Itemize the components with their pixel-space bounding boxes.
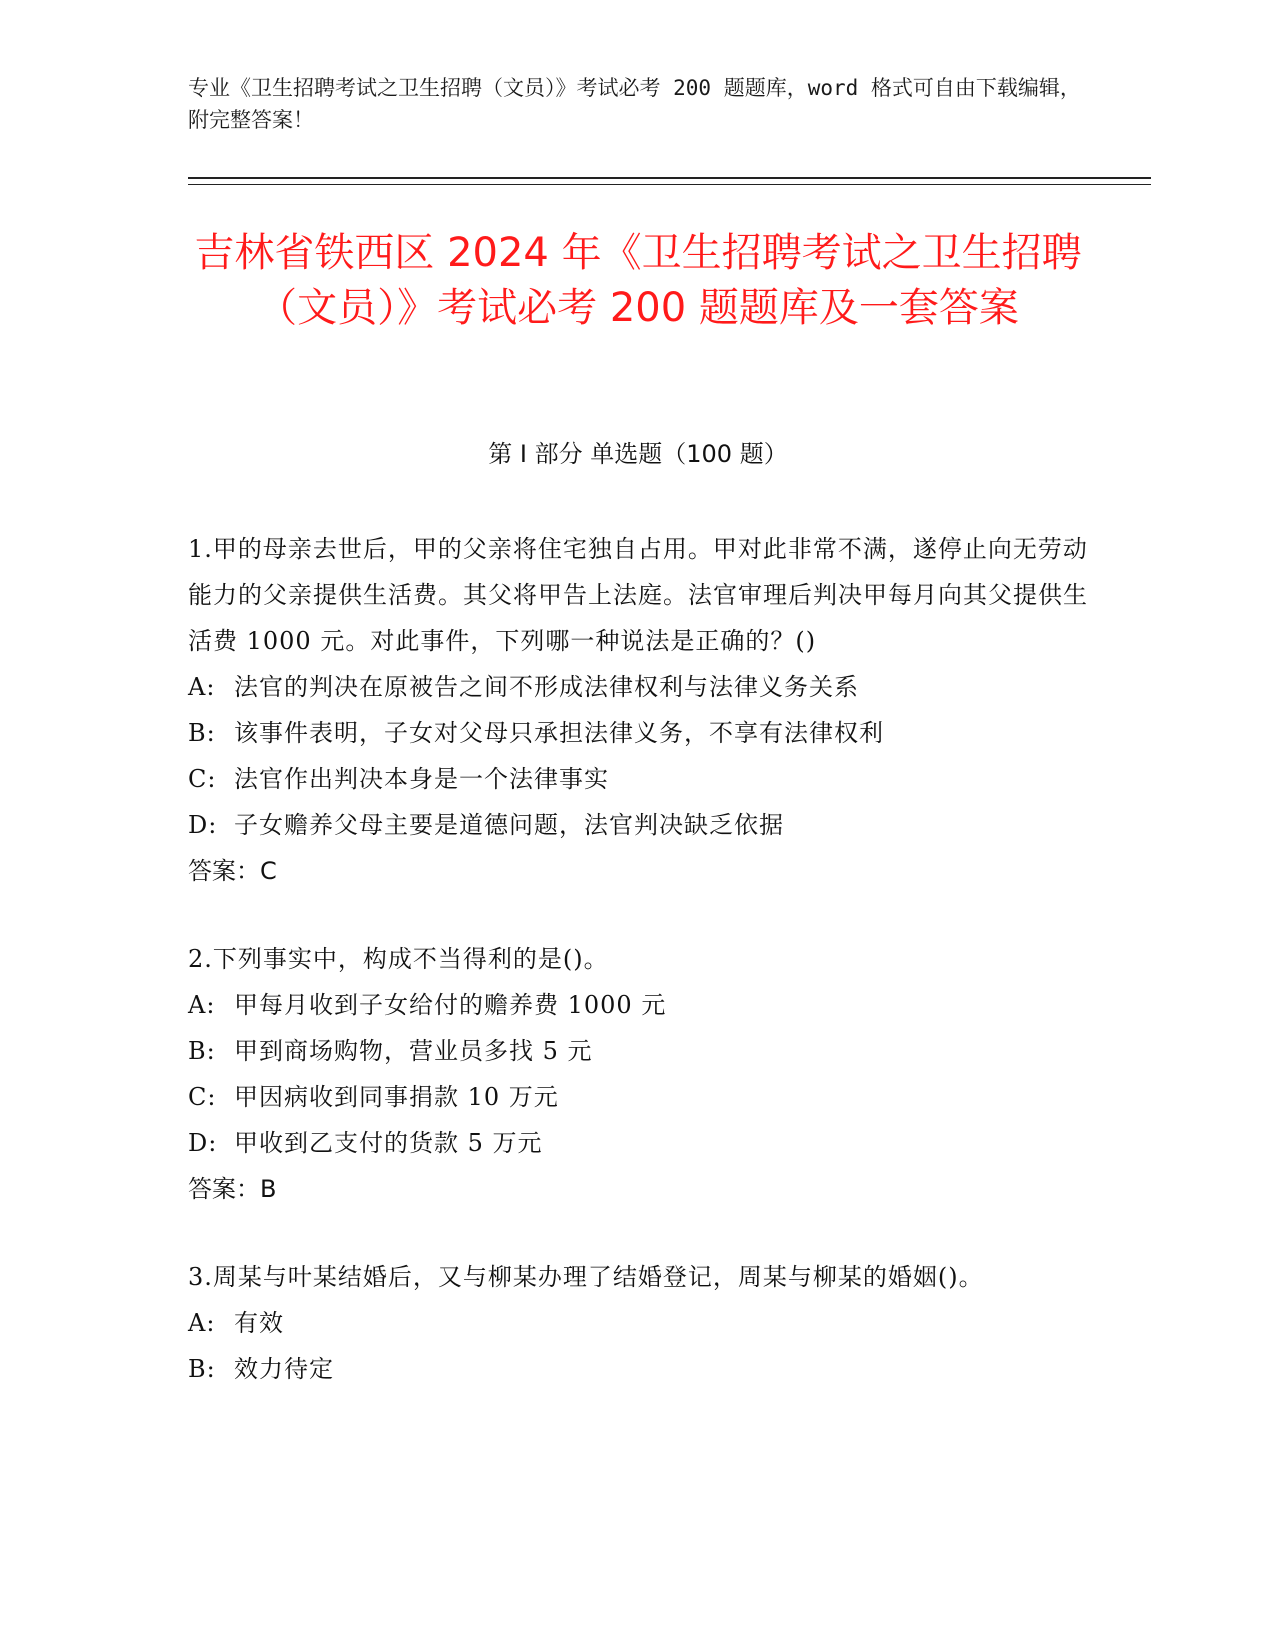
option-b bbox=[188, 1028, 1088, 1074]
option-label: B: bbox=[188, 1355, 216, 1383]
question-3 bbox=[188, 1254, 1088, 1392]
option-text: 法官的判决在原被告之间不形成法律权利与法律义务关系 bbox=[234, 673, 859, 701]
option-b bbox=[188, 1346, 1088, 1392]
section-title: 第 I 部分 单选题（100 题） bbox=[488, 440, 788, 468]
question-stem: 3.周某与叶某结婚后，又与柳某办理了结婚登记，周某与柳某的婚姻()。 bbox=[188, 1263, 984, 1291]
option-text: 甲因病收到同事捐款 10 万元 bbox=[234, 1083, 559, 1111]
option-label: C: bbox=[188, 765, 217, 793]
option-label: A: bbox=[188, 1309, 216, 1337]
option-label: A: bbox=[188, 673, 216, 701]
option-text: 甲每月收到子女给付的赡养费 1000 元 bbox=[234, 991, 667, 1019]
option-label: B: bbox=[188, 719, 216, 747]
option-text: 子女赡养父母主要是道德问题，法官判决缺乏依据 bbox=[234, 811, 784, 839]
option-label: D: bbox=[188, 811, 218, 839]
option-a bbox=[188, 1300, 1088, 1346]
header-divider bbox=[188, 177, 1151, 179]
answer-line: 答案：C bbox=[188, 857, 277, 885]
header-divider-thin bbox=[188, 184, 1151, 185]
option-text: 效力待定 bbox=[234, 1355, 334, 1383]
answer-line: 答案：B bbox=[188, 1175, 277, 1203]
option-label: A: bbox=[188, 991, 216, 1019]
question-stem: 2.下列事实中，构成不当得利的是()。 bbox=[188, 945, 609, 973]
option-d bbox=[188, 1120, 1088, 1166]
option-text: 有效 bbox=[234, 1309, 284, 1337]
question-stem: 1.甲的母亲去世后，甲的父亲将住宅独自占用。甲对此非常不满，遂停止向无劳动能力的父亲提供生活费。其父将甲告上法庭。法官审理后判决甲每月向其父提供生活费 1000 元。对此事件，下列哪一种说法是正确的？() bbox=[188, 535, 1088, 655]
option-label: B: bbox=[188, 1037, 216, 1065]
question-2 bbox=[188, 936, 1088, 1212]
option-a bbox=[188, 664, 1088, 710]
header-note: 专业《卫生招聘考试之卫生招聘（文员）》考试必考 200 题题库，word 格式可自由下载编辑，附完整答案！ bbox=[188, 76, 1081, 132]
option-label: C: bbox=[188, 1083, 217, 1111]
document-title: 吉林省铁西区 2024 年《卫生招聘考试之卫生招聘（文员）》考试必考 200 题题库及一套答案 bbox=[194, 230, 1082, 331]
option-text: 法官作出判决本身是一个法律事实 bbox=[234, 765, 609, 793]
question-1 bbox=[188, 526, 1088, 894]
option-b bbox=[188, 710, 1088, 756]
option-d bbox=[188, 802, 1088, 848]
option-c bbox=[188, 1074, 1088, 1120]
option-a bbox=[188, 982, 1088, 1028]
option-text: 甲到商场购物，营业员多找 5 元 bbox=[234, 1037, 593, 1065]
option-label: D: bbox=[188, 1129, 218, 1157]
option-c bbox=[188, 756, 1088, 802]
question-list bbox=[188, 526, 1088, 1434]
option-text: 该事件表明，子女对父母只承担法律义务，不享有法律权利 bbox=[234, 719, 884, 747]
option-text: 甲收到乙支付的货款 5 万元 bbox=[234, 1129, 543, 1157]
